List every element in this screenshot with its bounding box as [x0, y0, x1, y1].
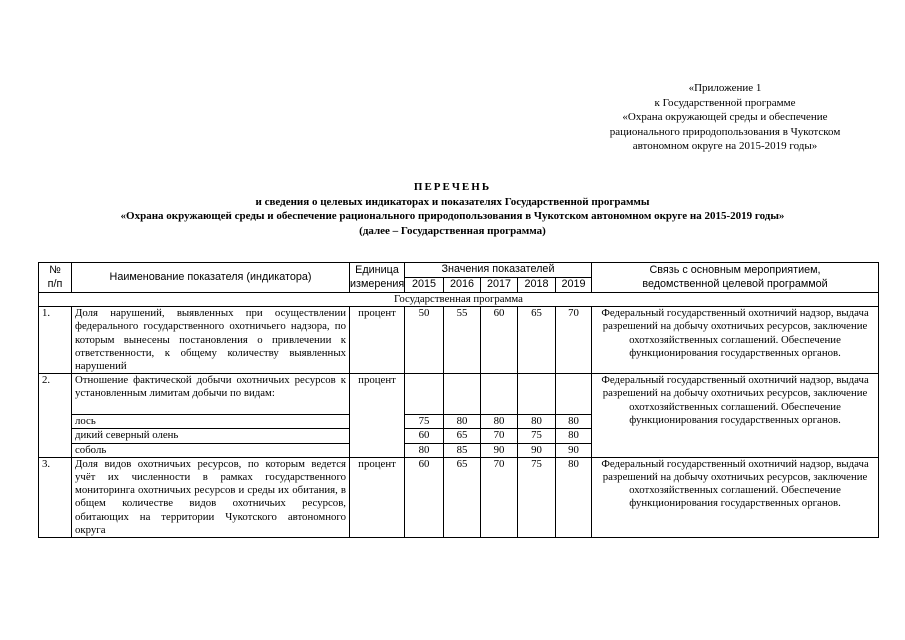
row-value: 80 [556, 415, 592, 429]
row-name: Доля видов охотничьих ресурсов, по которым ведется учёт их численности в рамках государственного мониторинга охотничьих ресурсов и среды их обитания, в общем количестве видов охотничьих ресурсов, обитающих на территории Чукотского автономного округа [72, 457, 350, 537]
row-name: Отношение фактической добычи охотничьих ресурсов к установленным лимитам добычи по видам: [72, 374, 350, 415]
row-value: 70 [481, 457, 518, 537]
row-value: 90 [556, 443, 592, 457]
row-value: 85 [444, 443, 481, 457]
row-link: Федеральный государственный охотничий надзор, выдача разрешений на добычу охотничьих ресурсов, заключение охотхозяйственных соглашений. Обеспечение функционирования государственных органов. [592, 374, 879, 458]
row-link: Федеральный государственный охотничий надзор, выдача разрешений на добычу охотничьих ресурсов, заключение охотхозяйственных соглашений. Обеспечение функционирования государственных органов. [592, 457, 879, 537]
row-num: 2. [39, 374, 72, 458]
document-heading [0, 180, 905, 238]
row-value: 75 [518, 457, 556, 537]
row-value: 90 [481, 443, 518, 457]
table-row [39, 374, 879, 415]
row-value: 65 [444, 429, 481, 443]
row-unit: процент [350, 307, 405, 374]
header-unit-line: Единица [355, 264, 399, 277]
row-link: Федеральный государственный охотничий надзор, выдача разрешений на добычу охотничьих ресурсов, заключение охотхозяйственных соглашений. Обеспечение функционирования государственных органов. [592, 307, 879, 374]
row-value: 75 [405, 415, 444, 429]
row-unit: процент [350, 374, 405, 458]
row-value-empty [405, 374, 444, 415]
heading-line: (далее – Государственная программа) [359, 224, 546, 237]
appendix-line: рационального природопользования в Чукотском [609, 125, 841, 138]
row-value: 50 [405, 307, 444, 374]
header-year: 2018 [518, 278, 556, 293]
header-year: 2017 [481, 278, 518, 293]
row-value-empty [556, 374, 592, 415]
document-title: ПЕРЕЧЕНЬ [413, 181, 492, 193]
row-value: 80 [518, 415, 556, 429]
header-unit-line: измерения [350, 277, 405, 290]
row-value: 80 [481, 415, 518, 429]
row-num: 3. [39, 457, 72, 537]
header-year: 2015 [405, 278, 444, 293]
row-value: 65 [518, 307, 556, 374]
header-year: 2019 [556, 278, 592, 293]
row-name: Доля нарушений, выявленных при осуществлении федерального государственного охотничьего надзора, по которым вынесены постановления о привлечении к ответственности, к общему количеству выявленных нарушений [72, 307, 350, 374]
row-value-empty [444, 374, 481, 415]
row-value: 55 [444, 307, 481, 374]
subrow-name: дикий северный олень [72, 429, 350, 443]
header-link-line: Связь с основным мероприятием, [649, 264, 821, 277]
header-link [592, 263, 879, 293]
subrow-name: лось [72, 415, 350, 429]
row-value: 80 [556, 457, 592, 537]
header-num [39, 263, 72, 293]
heading-line: «Охрана окружающей среды и обеспечение рационального природопользования в Чукотском автономном округе на 2015-2019 годы» [120, 210, 785, 222]
header-link-line: ведомственной целевой программой [642, 277, 828, 290]
row-value: 60 [405, 457, 444, 537]
row-value: 80 [405, 443, 444, 457]
row-value-empty [518, 374, 556, 415]
header-num-line: п/п [47, 277, 63, 290]
appendix-line: «Приложение 1 [688, 82, 762, 94]
row-value: 65 [444, 457, 481, 537]
appendix-line: «Охрана окружающей среды и обеспечение [622, 111, 828, 124]
appendix-line: автономном округе на 2015-2019 годы» [632, 140, 818, 153]
row-value: 80 [556, 429, 592, 443]
table-row [39, 457, 879, 537]
row-num: 1. [39, 307, 72, 374]
row-unit: процент [350, 457, 405, 537]
row-value: 60 [405, 429, 444, 443]
row-value: 70 [481, 429, 518, 443]
indicators-table [38, 262, 879, 538]
row-value: 90 [518, 443, 556, 457]
header-values: Значения показателей [405, 263, 592, 278]
appendix-line: к Государственной программе [654, 96, 796, 109]
section-title: Государственная программа [39, 293, 879, 307]
row-value-empty [481, 374, 518, 415]
subrow-name: соболь [72, 443, 350, 457]
row-value: 80 [444, 415, 481, 429]
table-row [39, 307, 879, 374]
header-year: 2016 [444, 278, 481, 293]
appendix-block [575, 81, 875, 154]
row-value: 70 [556, 307, 592, 374]
header-unit [350, 263, 405, 293]
header-num-line: № [49, 264, 61, 277]
heading-line: и сведения о целевых индикаторах и показателях Государственной программы [255, 195, 650, 208]
row-value: 75 [518, 429, 556, 443]
header-name: Наименование показателя (индикатора) [72, 263, 350, 293]
row-value: 60 [481, 307, 518, 374]
